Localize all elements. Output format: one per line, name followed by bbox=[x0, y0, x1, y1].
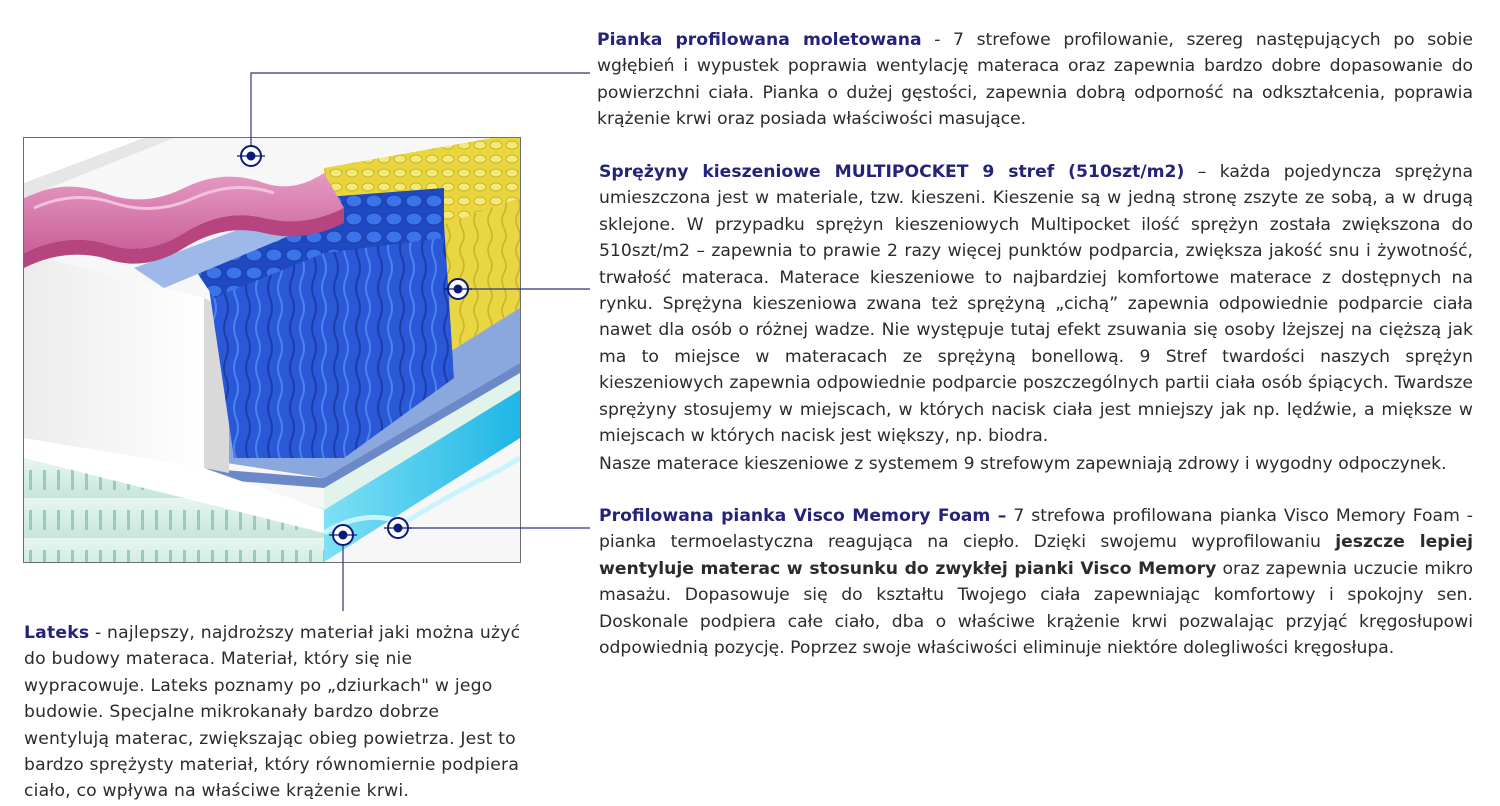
molded-foam-text: - 7 strefowe profilowanie, szereg następujących po sobie wgłębień i wypustek poprawia wentylację materaca oraz zapewnia bardzo dobre dopasowanie do powierzchni ciała. Pianka o dużej gęstości, zapewnia dobrą odporność na odkształcenia, poprawia krążenie krwi oraz posiada właściwości masujące. bbox=[597, 30, 1473, 130]
mattress-illustration bbox=[23, 137, 521, 563]
molded-foam-description bbox=[597, 27, 1473, 133]
visco-bold-text: jeszcze lepiej wentyluje materac w stosunku do zwykłej pianki Visco Memory bbox=[599, 532, 1474, 579]
springs-description bbox=[599, 159, 1473, 478]
springs-summary: Nasze materace kieszeniowe z systemem 9 strefowym zapewniają zdrowy i wygodny odpoczynek. bbox=[599, 454, 1447, 475]
visco-title: Profilowana pianka Visco Memory Foam – bbox=[599, 506, 1007, 526]
latex-description bbox=[24, 620, 522, 805]
visco-text-before: 7 strefowa profilowana pianka Visco Memory Foam - pianka termoelastyczna reagująca na ciepło. Dzięki swojemu wyprofilowaniu bbox=[599, 506, 1473, 553]
visco-description bbox=[599, 503, 1473, 661]
springs-title: Sprężyny kieszeniowe MULTIPOCKET 9 stref (510szt/m2) bbox=[599, 162, 1185, 182]
latex-title: Lateks bbox=[24, 623, 90, 643]
latex-text: - najlepszy, najdroższy materiał jaki można użyć do budowy materaca. Materiał, który się nie wypracowuje. Lateks poznamy po „dziurkach" w jego budowie. Specjalne mikrokanały bardzo dobrze wentylują materac, zwiększając obieg powietrza. Jest to bardzo sprężysty materiał, który równomiernie podpiera ciało, co wpływa na właściwe krążenie krwi. bbox=[24, 623, 521, 802]
visco-text-after: oraz zapewnia uczucie mikro masażu. Dopasowuje się do kształtu Twojego ciała zapewniając komfortowy i spokojny sen. Doskonale podpiera całe ciało, dba o właściwe krążenie krwi pozwalając przyjąć kręgosłupowi odpowiednią pozycję. Poprzez swoje właściwości eliminuje niektóre dolegliwości kręgosłupa. bbox=[599, 558, 1473, 659]
mattress-cross-section-drawing bbox=[24, 138, 520, 562]
springs-text: – każda pojedyncza sprężyna umieszczona jest w materiale, tzw. kieszeni. Kieszenie są w jedną stronę zszyte ze sobą, a w drugą sklejone. W przypadku sprężyn kieszeniowych Multipocket ilość sprężyn została zwiększona do 510szt/m2 – zapewnia to prawie 2 razy więcej punktów podparcia, zwiększa jakość snu i żywotność, trwałość materaca. Materace kieszeniowe to najbardziej komfortowe materace z dostępnych na rynku. Sprężyna kieszeniowa zwana też sprężyną „cichą” zapewnia odpowiednie podparcie ciała nawet dla osób o różnej wadze. Nie występuje tutaj efekt zsuwania się osoby lżejszej na cięższą jak ma to miejsce w materacach ze sprężyną bonellową. 9 Stref twardości naszych sprężyn kieszeniowych zapewnia odpowiednie podparcie poszczególnych partii ciała osób śpiących. Twardsze sprężyny stosujemy w miejscach, w których nacisk ciała jest mniejszy jak np. lędźwie, a miększe w miejscach w których nacisk jest większy, np. biodra. bbox=[599, 162, 1473, 447]
molded-foam-title: Pianka profilowana moletowana bbox=[597, 30, 922, 50]
